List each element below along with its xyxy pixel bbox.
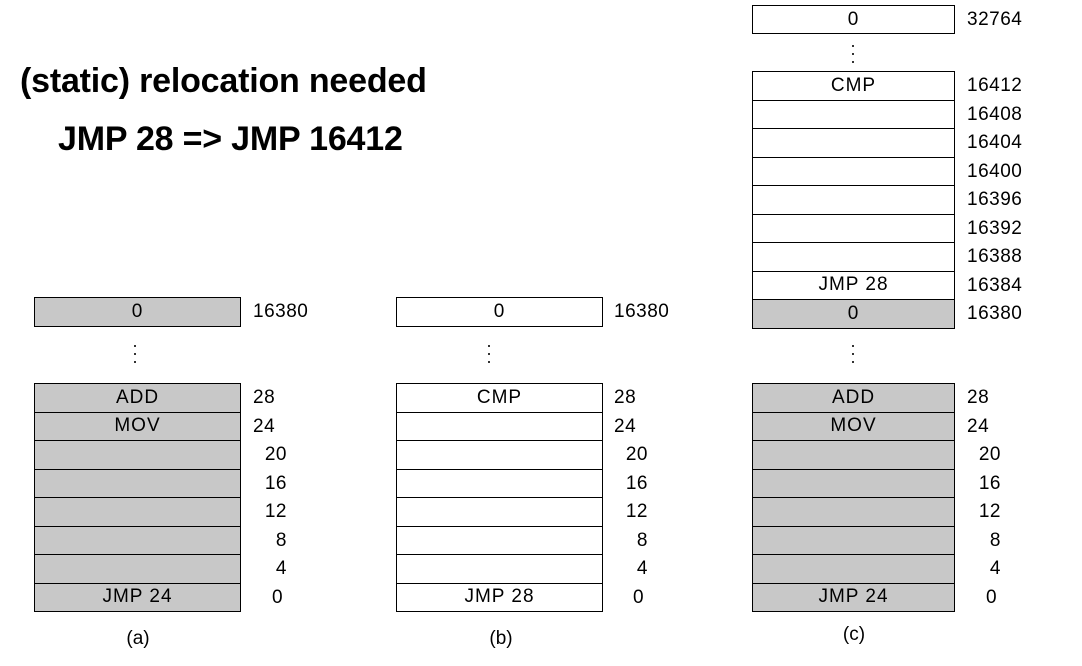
memory-address: 16: [625, 472, 648, 494]
memory-cell: [752, 100, 955, 130]
memory-cell: [396, 412, 603, 442]
memory-address: 16380: [967, 303, 1023, 324]
memory-cell: ADD: [34, 383, 241, 413]
memory-address: 4: [275, 558, 287, 579]
memory-address: 20: [978, 444, 1001, 465]
memory-cell: ADD: [752, 383, 955, 413]
memory-address: 16392: [967, 217, 1023, 239]
memory-address: 12: [625, 501, 648, 522]
memory-address: 8: [275, 529, 287, 551]
memory-address: 24: [253, 415, 276, 437]
memory-address: 4: [636, 558, 648, 579]
memory-cell-top: 0: [752, 5, 955, 34]
memory-address: 28: [253, 387, 276, 408]
memory-cell: JMP 24: [752, 583, 955, 613]
memory-address: 28: [967, 387, 990, 408]
memory-address: 12: [264, 501, 287, 522]
memory-cell: [752, 128, 955, 158]
memory-address: 28: [614, 387, 637, 408]
memory-address: 16400: [967, 160, 1023, 182]
memory-address: 16408: [967, 103, 1023, 125]
memory-cell: [752, 157, 955, 187]
memory-address: 20: [625, 444, 648, 465]
memory-cell: JMP 28: [752, 271, 955, 301]
memory-cell: JMP 28: [396, 583, 603, 613]
memory-address: 0: [272, 586, 284, 608]
slide-title-line1: (static) relocation needed: [20, 62, 427, 100]
memory-address: 16388: [967, 246, 1023, 267]
memory-cell: JMP 24: [34, 583, 241, 613]
memory-address: 4: [989, 558, 1001, 579]
ellipsis-dots: [488, 345, 491, 367]
memory-cell: MOV: [34, 412, 241, 442]
memory-cell-top: 0: [396, 297, 603, 327]
memory-cell: CMP: [396, 383, 603, 413]
memory-cell-top: 0: [34, 297, 241, 327]
memory-address: 0: [633, 586, 645, 608]
memory-address: 24: [967, 415, 990, 437]
memory-address: 16380: [614, 301, 670, 322]
ellipsis-dots: [852, 45, 855, 67]
diagram-caption: (b): [489, 628, 513, 649]
memory-address: 16: [264, 472, 287, 494]
memory-cell: [752, 185, 955, 215]
memory-address: 20: [264, 444, 287, 465]
memory-address: 0: [986, 586, 998, 608]
memory-address: 16396: [967, 189, 1023, 210]
memory-cell: MOV: [752, 412, 955, 442]
memory-cell: CMP: [752, 71, 955, 101]
diagram-caption: (a): [126, 628, 150, 649]
memory-cell: 0: [752, 299, 955, 329]
memory-address: 16380: [253, 301, 309, 322]
diagram-caption: (c): [842, 624, 866, 645]
memory-cell: [752, 214, 955, 244]
memory-address: 16: [978, 472, 1001, 494]
memory-address: 8: [636, 529, 648, 551]
memory-address: 16384: [967, 274, 1023, 296]
memory-address: 24: [614, 415, 637, 437]
ellipsis-dots: [852, 345, 855, 367]
memory-cell: [752, 242, 955, 272]
memory-address: 12: [978, 501, 1001, 522]
memory-address: 16412: [967, 75, 1023, 96]
memory-address: 16404: [967, 132, 1023, 153]
ellipsis-dots: [134, 345, 137, 367]
slide-title-line2: JMP 28 => JMP 16412: [58, 120, 403, 158]
memory-address: 32764: [967, 9, 1023, 30]
memory-address: 8: [989, 529, 1001, 551]
